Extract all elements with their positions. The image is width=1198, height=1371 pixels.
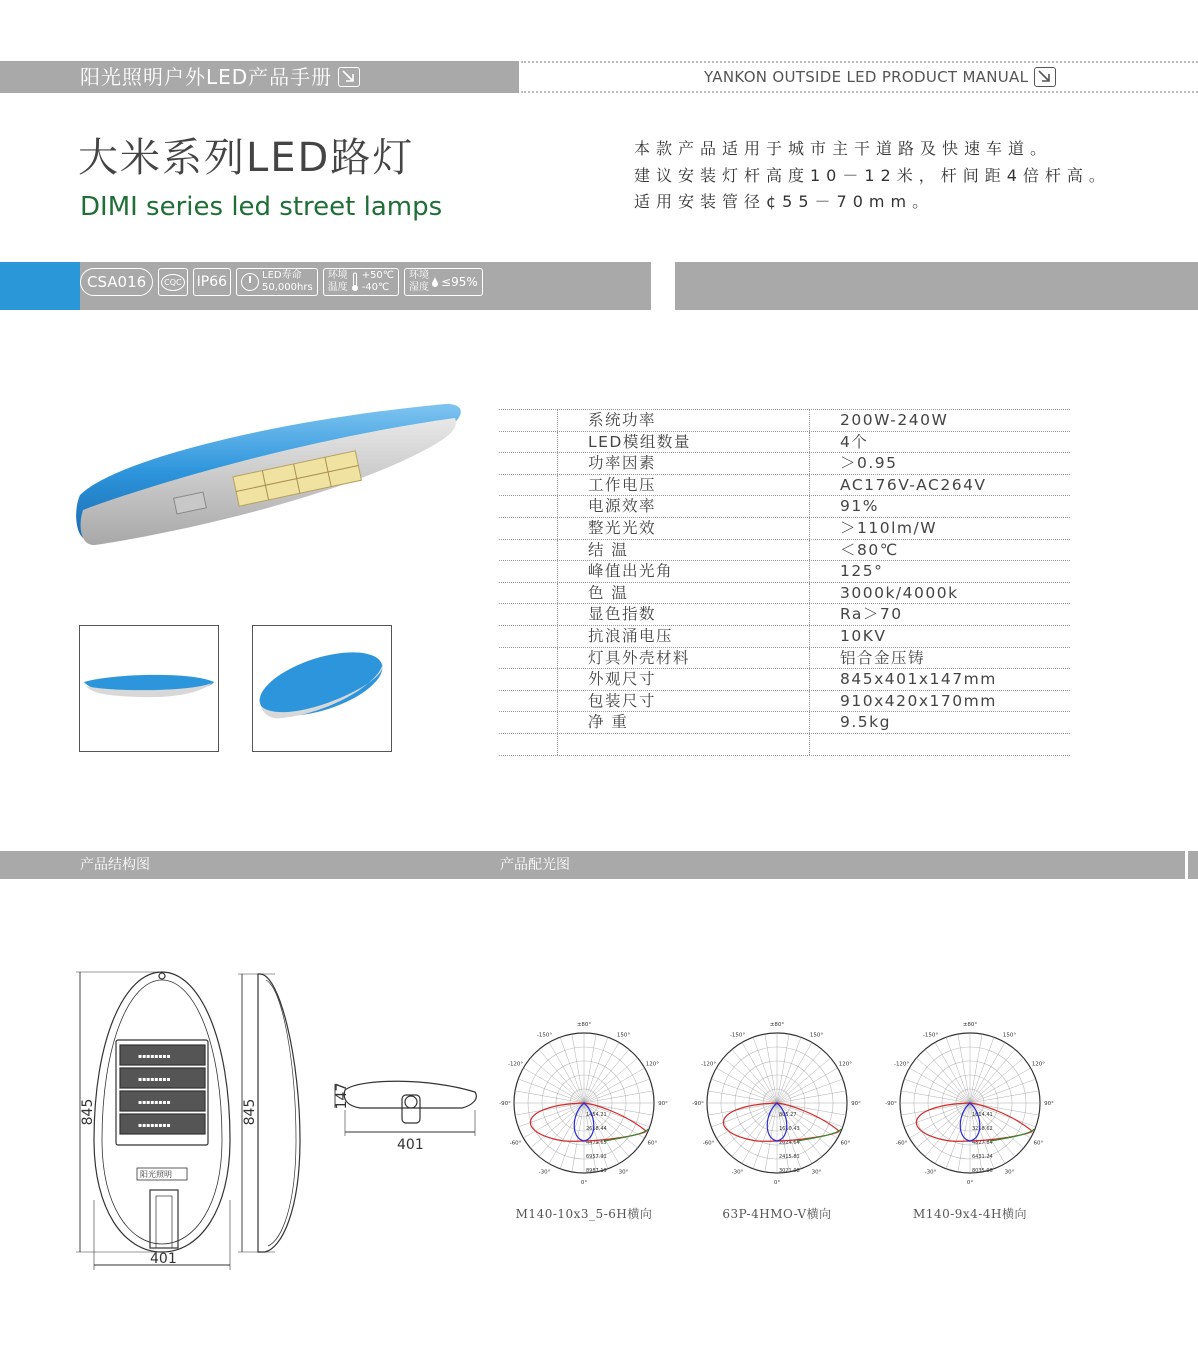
spec-name: 整光光效: [558, 518, 810, 539]
polar-ring-value: 6957.91: [586, 1154, 607, 1160]
description-line: 建议安装灯杆高度10－12米，杆间距4倍杆高。: [634, 165, 1111, 185]
polar-angle-label: 60°: [840, 1140, 851, 1147]
polar-angle-label: 0°: [580, 1180, 588, 1186]
led-module-label: ▪▪▪▪▪▪▪▪: [138, 1099, 171, 1106]
spec-spacer: [499, 475, 558, 496]
spec-value: ＞0.95: [840, 454, 898, 473]
spec-name: 灯具外壳材料: [558, 648, 810, 669]
spec-name: 系统功率: [558, 410, 810, 431]
product-photo-main: [75, 400, 465, 550]
width-dimension: 401: [150, 1251, 177, 1267]
polar-angle-label: 30°: [811, 1169, 822, 1176]
spec-value: ＞110lm/W: [840, 518, 938, 537]
polar-angle-label: ±80°: [962, 1022, 978, 1028]
polar-diagram: [494, 1013, 674, 1193]
polar-angle-label: 150°: [616, 1032, 631, 1039]
header-divider-top: [521, 61, 1198, 63]
header-divider-bottom: [521, 91, 1198, 93]
structure-drawing: [70, 960, 490, 1270]
spec-name: 显色指数: [558, 604, 810, 625]
spec-spacer: [499, 583, 558, 604]
temp-low: -40℃: [361, 282, 390, 293]
polar-angle-label: -150°: [536, 1032, 553, 1039]
polar-curve: [723, 1103, 839, 1141]
polar-angle-label: 120°: [645, 1061, 660, 1068]
product-title-cn: 大米系列LED路灯: [78, 135, 415, 181]
polar-angle-label: -150°: [922, 1032, 939, 1039]
polar-angle-label: ±80°: [769, 1022, 785, 1028]
polar-angle-label: ±80°: [576, 1022, 592, 1028]
temp-label-1: 环境: [327, 270, 348, 281]
polar-angle-label: 90°: [658, 1101, 668, 1107]
polar-ring-value: 1614.41: [972, 1112, 993, 1118]
polar-angle-label: 0°: [966, 1180, 974, 1186]
spec-spacer: [499, 453, 558, 474]
polar-angle-label: 90°: [1044, 1101, 1054, 1107]
spec-value: Ra＞70: [840, 605, 903, 624]
polar-angle-label: 90°: [851, 1101, 861, 1107]
spec-value: [810, 734, 840, 755]
life-value: 50,000hrs: [262, 282, 313, 293]
description-line: 本款产品适用于城市主干道路及快速车道。: [634, 139, 1053, 158]
spec-name: LED模组数量: [558, 432, 810, 453]
spec-spacer: [499, 626, 558, 647]
polar-ring-value: 8987.19: [586, 1168, 607, 1174]
spec-row: [499, 409, 1070, 431]
spec-spacer: [499, 712, 558, 733]
section-photometric-label: 产品配光图: [500, 857, 570, 873]
spec-value: ＜80℃: [840, 540, 899, 559]
polar-ring-value: 2415.81: [779, 1154, 800, 1160]
polar-curve: [530, 1103, 646, 1141]
spec-spacer: [499, 669, 558, 690]
spec-spacer: [499, 691, 558, 712]
hum-label-1: 环境: [409, 270, 430, 281]
spec-name: 结 温: [558, 540, 810, 561]
polar-diagram-label: M140-10x3_5-6H横向: [515, 1207, 653, 1221]
spec-spacer: [499, 496, 558, 517]
hum-label-2: 湿度: [409, 282, 430, 293]
badge-bar-right: [675, 262, 1198, 310]
height-dimension: 147: [334, 1082, 350, 1110]
spec-value: 910x420x170mm: [840, 691, 997, 710]
led-module-label: ▪▪▪▪▪▪▪▪: [138, 1076, 171, 1083]
product-thumbnail-side[interactable]: [79, 625, 219, 752]
logo-text: 阳光照明: [140, 1170, 172, 1179]
polar-angle-label: -30°: [924, 1169, 937, 1176]
temp-high: +50℃: [361, 270, 395, 281]
polar-angle-label: 60°: [647, 1140, 658, 1147]
arrow-box-icon: [338, 67, 360, 87]
spec-value: 845x401x147mm: [840, 670, 997, 689]
humidity-badge: [404, 268, 483, 296]
polar-ring-value: 805.27: [779, 1112, 797, 1118]
polar-ring-value: 1454.21: [586, 1112, 607, 1118]
polar-ring-value: 4479.65: [586, 1140, 607, 1146]
spec-spacer: [499, 734, 558, 755]
polar-angle-label: -120°: [893, 1061, 910, 1068]
life-label: LED寿命: [262, 270, 302, 281]
certification-badges: [80, 268, 483, 296]
polar-angle-label: -120°: [507, 1061, 524, 1068]
cqc-icon: CQC: [161, 274, 184, 291]
spec-row: [499, 474, 1070, 496]
polar-angle-label: -90°: [692, 1101, 704, 1107]
section-bar: [0, 851, 1198, 879]
polar-ring-value: 4827.84: [972, 1140, 993, 1146]
polar-ring-value: 3218.62: [972, 1126, 993, 1132]
description-line: 适用安装管径¢55－70mm。: [634, 192, 935, 211]
spec-name: 工作电压: [558, 475, 810, 496]
spec-row: [499, 431, 1070, 453]
spec-spacer: [499, 540, 558, 561]
spec-row: [499, 582, 1070, 604]
polar-angle-label: -90°: [885, 1101, 897, 1107]
polar-angle-label: -120°: [700, 1061, 717, 1068]
spec-row: [499, 711, 1070, 733]
polar-angle-label: 30°: [618, 1169, 629, 1176]
spec-table: [499, 409, 1070, 756]
polar-angle-label: 0°: [773, 1180, 781, 1186]
led-life-badge: [236, 268, 318, 296]
ip-badge: IP66: [193, 268, 231, 296]
polar-angle-label: 150°: [809, 1032, 824, 1039]
polar-curve: [916, 1103, 1032, 1141]
header-right-title: YANKON OUTSIDE LED PRODUCT MANUAL: [704, 66, 1056, 88]
spec-row: [499, 517, 1070, 539]
polar-angle-label: 120°: [1031, 1061, 1046, 1068]
polar-angle-label: 60°: [1033, 1140, 1044, 1147]
polar-diagram: [687, 1013, 867, 1193]
polar-ring-value: 2024.64: [779, 1140, 800, 1146]
header-left-title: 阳光照明户外LED产品手册: [80, 62, 360, 92]
model-badge: CSA016: [80, 268, 153, 296]
polar-angle-label: -60°: [895, 1140, 908, 1147]
section-bar-divider: [1185, 851, 1188, 879]
spec-name: 净 重: [558, 712, 810, 733]
spec-value: 4个: [840, 432, 869, 451]
spec-name: 包装尺寸: [558, 691, 810, 712]
spec-row: [499, 560, 1070, 582]
spec-name: [558, 734, 810, 755]
spec-name: 峰值出光角: [558, 561, 810, 582]
polar-angle-label: 30°: [1004, 1169, 1015, 1176]
spec-row: [499, 690, 1070, 712]
spec-value: 铝合金压铸: [840, 648, 926, 667]
polar-diagram-label: 63P-4HMO-V横向: [722, 1207, 832, 1221]
spec-row: [499, 603, 1070, 625]
section-structure-label: 产品结构图: [80, 857, 150, 873]
badge-bar-accent: [0, 262, 80, 310]
product-top-image: [253, 626, 391, 751]
polar-angle-label: -150°: [729, 1032, 746, 1039]
spec-value: 9.5kg: [840, 713, 891, 732]
spec-row: [499, 539, 1070, 561]
droplet-icon: [432, 277, 438, 287]
led-module-label: ▪▪▪▪▪▪▪▪: [138, 1053, 171, 1060]
hum-value: ≤95%: [441, 275, 478, 289]
spec-row: [499, 668, 1070, 690]
polar-ring-value: 2618.44: [586, 1126, 607, 1132]
clock-icon: [241, 273, 259, 291]
product-description: [634, 136, 1111, 216]
spec-spacer: [499, 561, 558, 582]
spec-value: 91%: [840, 497, 879, 516]
side-length-dimension: 845: [242, 1098, 258, 1126]
polar-angle-label: -30°: [538, 1169, 551, 1176]
arrow-box-icon: [1034, 67, 1056, 87]
length-dimension: 845: [80, 1098, 96, 1126]
polar-angle-label: 120°: [838, 1061, 853, 1068]
thermometer-icon: [351, 272, 359, 292]
spec-row: [499, 647, 1070, 669]
spec-name: 功率因素: [558, 453, 810, 474]
spec-spacer: [499, 648, 558, 669]
spec-spacer: [499, 410, 558, 431]
polar-diagram: [880, 1013, 1060, 1193]
polar-ring-value: 3021.08: [779, 1168, 800, 1174]
polar-angle-label: 150°: [1002, 1032, 1017, 1039]
led-module-label: ▪▪▪▪▪▪▪▪: [138, 1122, 171, 1129]
polar-angle-label: -30°: [731, 1169, 744, 1176]
temperature-badge: [323, 268, 399, 296]
spec-value: 10KV: [840, 626, 887, 645]
spec-name: 电源效率: [558, 496, 810, 517]
spec-value: 3000k/4000k: [840, 583, 959, 602]
spec-row: [499, 452, 1070, 474]
product-side-image: [80, 626, 218, 751]
spec-row: [499, 625, 1070, 647]
spec-spacer: [499, 604, 558, 625]
polar-angle-label: -60°: [702, 1140, 715, 1147]
polar-ring-value: 1610.43: [779, 1126, 800, 1132]
polar-angle-label: -90°: [499, 1101, 511, 1107]
spec-value: 125°: [840, 562, 884, 581]
cqc-badge: [158, 268, 187, 296]
front-width-dimension: 401: [397, 1137, 424, 1153]
spec-row: [499, 733, 1070, 756]
spec-spacer: [499, 518, 558, 539]
product-thumbnail-top[interactable]: [252, 625, 392, 752]
spec-name: 色 温: [558, 583, 810, 604]
polar-angle-label: -60°: [509, 1140, 522, 1147]
spec-spacer: [499, 432, 558, 453]
polar-ring-value: 8035.06: [972, 1168, 993, 1174]
temp-label-2: 温度: [327, 282, 348, 293]
spec-row: [499, 495, 1070, 517]
spec-name: 外观尺寸: [558, 669, 810, 690]
spec-name: 抗浪涌电压: [558, 626, 810, 647]
product-title-en: DIMI series led street lamps: [80, 192, 443, 222]
spec-value: AC176V-AC264V: [840, 475, 987, 494]
spec-value: 200W-240W: [840, 411, 949, 429]
polar-diagram-label: M140-9x4-4H横向: [913, 1207, 1027, 1221]
polar-ring-value: 6431.24: [972, 1154, 993, 1160]
